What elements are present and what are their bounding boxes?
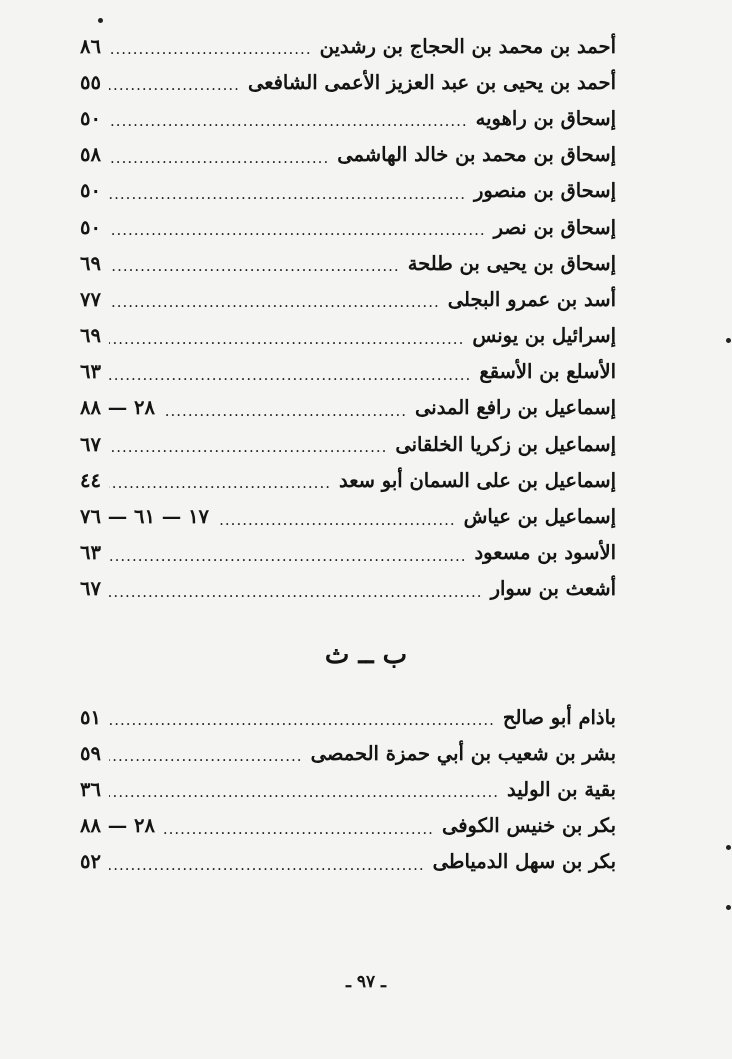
entry-name: إسرائيل بن يونس (472, 324, 616, 348)
entry-page-ref: ١٧ — ٦١ — ٧٦ (80, 505, 210, 529)
entry-name: باذام أبو صالح (502, 705, 616, 729)
entry-page-ref: ٥٢ (80, 850, 101, 874)
entry-name: إسماعيل بن على السمان أبو سعد (338, 468, 616, 492)
entry-name: أحمد بن يحيى بن عبد العزيز الأعمى الشافعى (247, 70, 616, 94)
entry-page-ref: ٢٨ — ٨٨ (80, 396, 155, 420)
entry-name: إسحاق بن منصور (474, 179, 616, 203)
index-section-alif (80, 28, 616, 607)
leader-dots (109, 366, 471, 384)
leader-dots (109, 856, 425, 874)
index-entry (80, 535, 616, 571)
index-entry (80, 354, 616, 390)
section-heading: ب ــ ث (324, 640, 408, 670)
leader-dots (109, 112, 468, 130)
index-entry (80, 571, 616, 607)
leader-dots (163, 402, 407, 420)
entry-name: إسماعيل بن عياش (463, 505, 616, 529)
entry-name: إسحاق بن محمد بن خالد الهاشمى (337, 143, 616, 167)
entry-name: إسحاق بن يحيى بن طلحة (407, 251, 616, 275)
entry-page-ref: ٢٨ — ٨٨ (80, 814, 155, 838)
leader-dots (109, 221, 486, 239)
leader-dots (109, 257, 400, 275)
entry-page-ref: ٥١ (80, 705, 101, 729)
index-entry (80, 209, 616, 245)
entry-name: إسحاق بن راهويه (475, 106, 616, 130)
entry-name: أسد بن عمرو البجلى (447, 287, 616, 311)
index-entry (80, 426, 616, 462)
scan-speck (98, 18, 103, 23)
entry-name: إسماعيل بن زكريا الخلقانى (395, 432, 616, 456)
entry-page-ref: ٥٨ (80, 143, 101, 167)
entry-page-ref: ٣٦ (80, 777, 101, 801)
leader-dots (109, 149, 329, 167)
scan-speck (726, 338, 731, 343)
entry-page-ref: ٦٣ (80, 360, 101, 384)
index-entry (80, 808, 616, 844)
index-entry (80, 699, 616, 735)
leader-dots (109, 438, 387, 456)
entry-page-ref: ٥٥ (80, 70, 101, 94)
index-entry (80, 64, 616, 100)
index-entry (80, 100, 616, 136)
entry-name: إسماعيل بن رافع المدنى (415, 396, 616, 420)
entry-page-ref: ٦٧ (80, 577, 101, 601)
page-number: ـ ٩٧ ـ (345, 972, 387, 992)
entry-name: بكر بن خنيس الكوفى (441, 814, 616, 838)
entry-name: بكر بن سهل الدمياطى (432, 850, 616, 874)
index-entry (80, 735, 616, 771)
entry-page-ref: ٥٠ (80, 179, 101, 203)
leader-dots (163, 820, 434, 838)
leader-dots (109, 547, 467, 565)
leader-dots (109, 185, 466, 203)
index-entry (80, 462, 616, 498)
entry-page-ref: ٦٩ (80, 251, 101, 275)
leader-dots (109, 40, 312, 58)
index-entry (80, 173, 616, 209)
entry-page-ref: ٦٩ (80, 324, 101, 348)
entry-name: بشر بن شعيب بن أبي حمزة الحمصى (310, 741, 616, 765)
index-entry (80, 281, 616, 317)
leader-dots (109, 783, 499, 801)
index-entry (80, 28, 616, 64)
index-entry (80, 245, 616, 281)
entry-name: الأسود بن مسعود (474, 541, 616, 565)
index-entry (80, 771, 616, 807)
entry-page-ref: ٦٣ (80, 541, 101, 565)
index-entry (80, 390, 616, 426)
leader-dots (109, 330, 464, 348)
entry-name: إسحاق بن نصر (493, 215, 616, 239)
leader-dots (217, 511, 456, 529)
scan-speck (726, 905, 731, 910)
entry-page-ref: ٥٩ (80, 741, 101, 765)
entry-name: أشعث بن سوار (490, 577, 616, 601)
entry-page-ref: ٨٦ (80, 34, 101, 58)
leader-dots (109, 76, 240, 94)
index-section-ba-tha (80, 699, 616, 880)
leader-dots (109, 747, 303, 765)
index-entry (80, 844, 616, 880)
leader-dots (109, 293, 440, 311)
leader-dots (109, 474, 331, 492)
entry-page-ref: ٦٧ (80, 432, 101, 456)
entry-page-ref: ٥٠ (80, 106, 101, 130)
leader-dots (109, 583, 483, 601)
entry-page-ref: ٧٧ (80, 287, 101, 311)
index-entry (80, 137, 616, 173)
entry-page-ref: ٤٤ (80, 468, 101, 492)
leader-dots (109, 711, 495, 729)
entry-name: أحمد بن محمد بن الحجاج بن رشدين (319, 34, 616, 58)
index-entry (80, 498, 616, 534)
entry-name: بقية بن الوليد (507, 777, 616, 801)
entry-name: الأسلع بن الأسقع (479, 360, 616, 384)
scan-speck (726, 845, 731, 850)
index-entry (80, 318, 616, 354)
entry-page-ref: ٥٠ (80, 215, 101, 239)
